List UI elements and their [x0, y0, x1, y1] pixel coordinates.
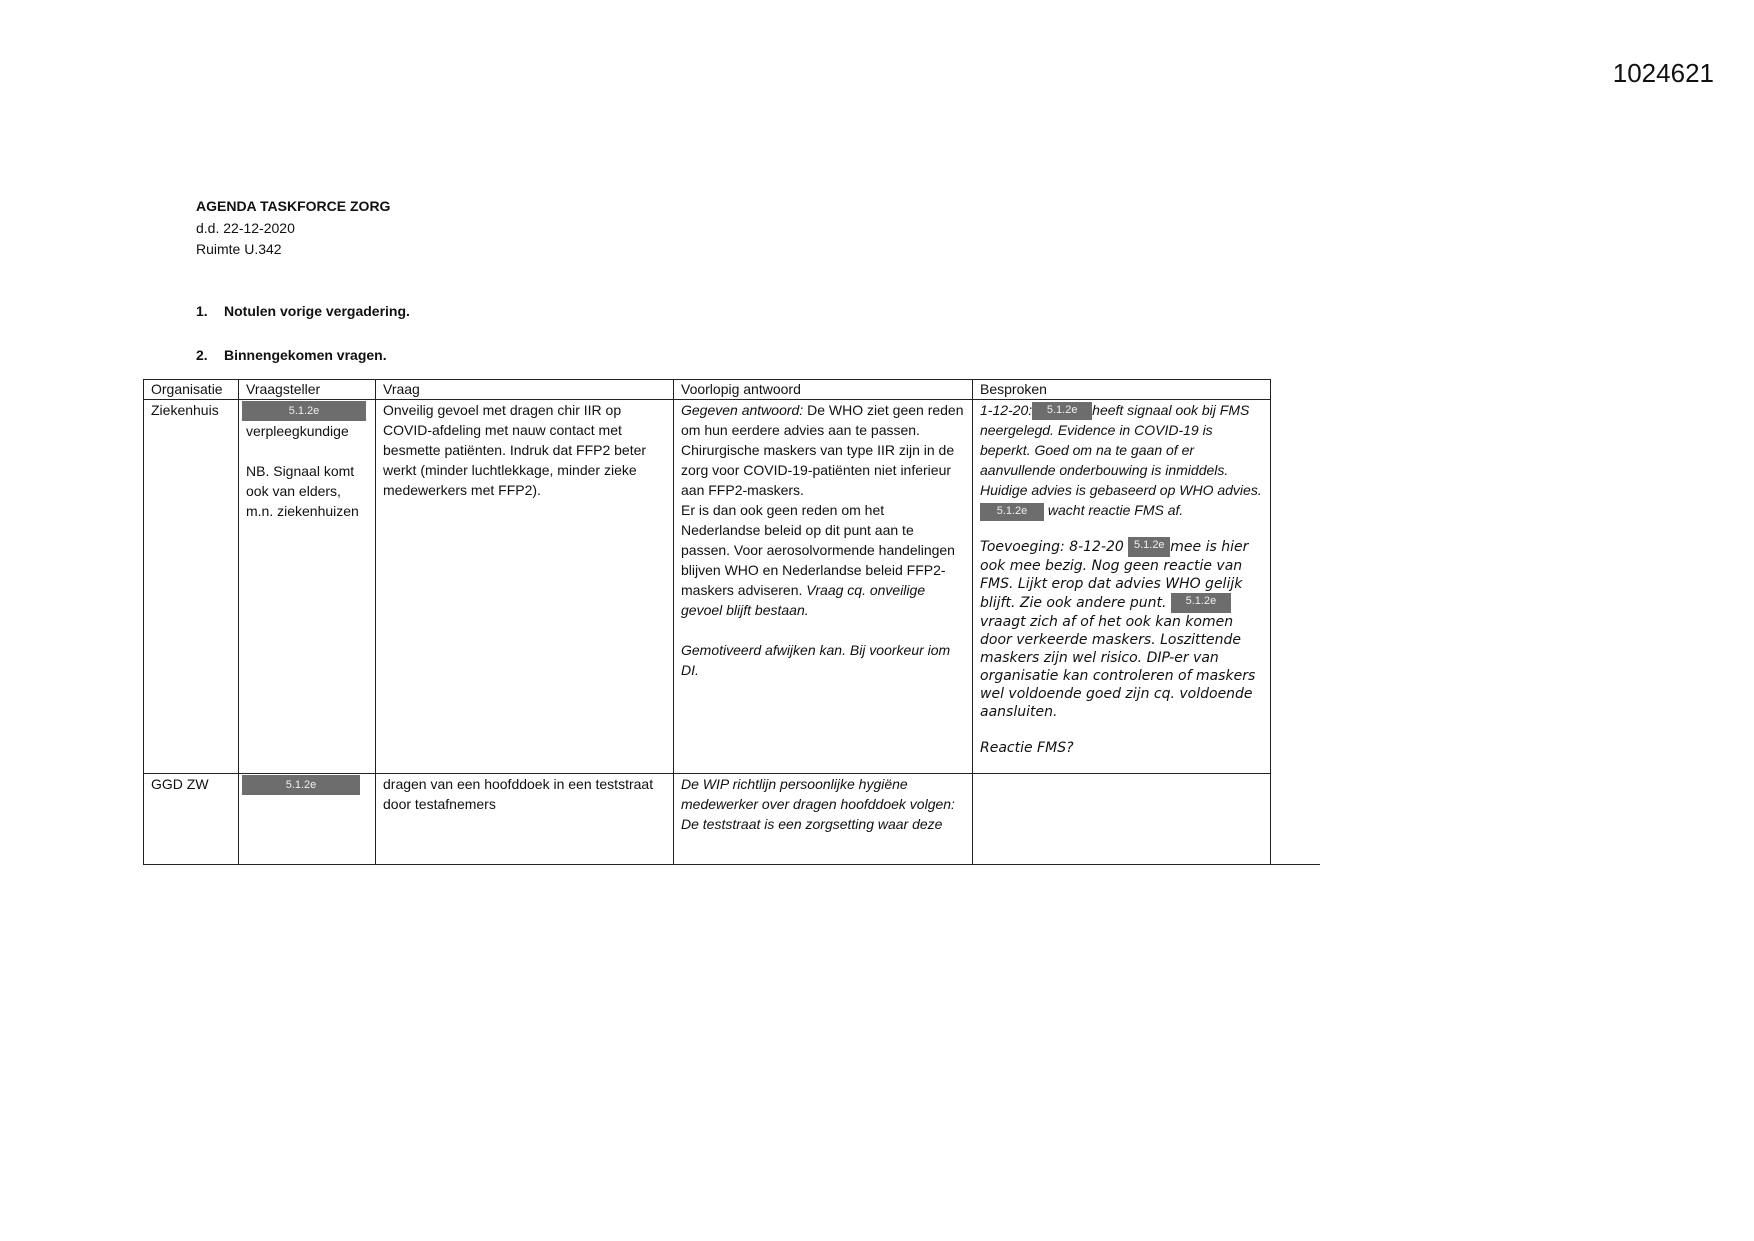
antwoord-text: De WIP richtlijn persoonlijke hygiëne medewerker over dragen hoofddoek volgen:: [681, 776, 955, 812]
agenda-item-2: [196, 347, 387, 363]
antwoord-p2-italic: Vraag cq. onveilige gevoel blijft bestaan.: [681, 582, 926, 618]
table-row: [144, 774, 1271, 865]
agenda-date: d.d. 22-12-2020: [196, 219, 295, 236]
besproken-text-1b: wacht reactie FMS af.: [1047, 502, 1184, 519]
header-vraagsteller: Vraagsteller: [239, 380, 376, 400]
besproken-entry-2: [980, 537, 1263, 721]
cell-vraag: [376, 774, 674, 865]
besproken-entry-1: [980, 400, 1263, 521]
besproken-entry-3: Reactie FMS?: [980, 739, 1074, 756]
header-vraag: Vraag: [376, 380, 674, 400]
header-voorlopig-antwoord: Voorlopig antwoord: [674, 380, 973, 400]
vraag-text: Onveilig gevoel met dragen chir IIR op COVID-afdeling met nauw contact met besmette patiënten. Indruk dat FFP2 beter werkt (minder luchtlekkage, minder zieke medewerkers met FFP2).: [383, 402, 647, 498]
besproken-text-1a: heeft signaal ook bij FMS neergelegd. Evidence in COVID-19 is beperkt. Goed om na te gaan of er aanvullende onderbouwing is inmiddels. Huidige advies is gebaseerd op WHO advies.: [980, 402, 1262, 499]
table-header-row: [144, 380, 1271, 400]
besproken-text-2a: mee is hier ook mee bezig. Nog geen reactie van FMS. Lijkt erop dat advies WHO gelijk blijft. Zie ook andere punt.: [980, 538, 1249, 611]
organisatie-text: GGD ZW: [151, 776, 209, 792]
agenda-item-label: Binnengekomen vragen.: [224, 347, 387, 363]
antwoord-p1-text: De WHO ziet geen reden om hun eerdere advies aan te passen. Chirurgische maskers van type IIR zijn in de zorg voor COVID-19-patiënten niet inferieur aan FFP2-maskers.: [681, 402, 964, 498]
agenda-item-label: Notulen vorige vergadering.: [224, 303, 410, 319]
antwoord-label: Gegeven antwoord:: [681, 402, 804, 418]
antwoord-paragraph-3: Gemotiveerd afwijken kan. Bij voorkeur iom DI.: [681, 642, 951, 678]
table-row: [144, 400, 1271, 774]
questions-table: [143, 379, 1271, 865]
besproken-text-2b: vraagt zich af of het ook kan komen door verkeerde maskers. Loszittende maskers zijn wel risico. DIP-er van organisatie kan controleren of maskers wel voldoende goed zijn cq. voldoende aansluiten.: [980, 613, 1256, 720]
redaction-block: 5.1.2e: [1032, 402, 1092, 420]
redaction-block: 5.1.2e: [242, 775, 360, 795]
agenda-item-number: 2.: [196, 347, 208, 363]
cell-besproken: [973, 400, 1271, 774]
vraag-text: dragen van een hoofddoek in een teststraat door testafnemers: [383, 776, 654, 812]
cell-vraag: [376, 400, 674, 774]
document-number: 1024621: [1612, 58, 1714, 88]
redaction-block: 5.1.2e: [980, 503, 1044, 521]
cell-besproken: [973, 774, 1271, 865]
antwoord-p2-text: Er is dan ook geen reden om het Nederlandse beleid op dit punt aan te passen. Voor aerosolvormende handelingen blijven WHO en Nederlandse beleid FFP2-maskers adviseren.: [681, 502, 955, 598]
cell-organisatie: [144, 400, 239, 774]
cell-organisatie: [144, 774, 239, 865]
antwoord-paragraph-2: [681, 500, 965, 620]
agenda-item-number: 1.: [196, 303, 208, 319]
cell-antwoord: [674, 774, 973, 865]
antwoord-paragraph-1: [681, 400, 965, 500]
redaction-block: 5.1.2e: [242, 401, 366, 421]
agenda-item-1: [196, 303, 410, 319]
besproken-date-2: Toevoeging: 8-12-20: [980, 538, 1124, 555]
vraagsteller-note: NB. Signaal komt ook van elders, m.n. ziekenhuizen: [246, 463, 359, 520]
organisatie-text: Ziekenhuis: [151, 402, 219, 418]
agenda-title: AGENDA TASKFORCE ZORG: [196, 198, 391, 214]
table-bottom-rule: [1266, 864, 1320, 865]
header-organisatie: Organisatie: [144, 380, 239, 400]
antwoord-text-cut: De teststraat is een zorgsetting waar deze: [681, 816, 943, 832]
cell-vraagsteller: [239, 400, 376, 774]
header-besproken: Besproken: [973, 380, 1271, 400]
cell-vraagsteller: [239, 774, 376, 865]
redaction-block: 5.1.2e: [1128, 537, 1170, 557]
redaction-block: 5.1.2e: [1171, 593, 1231, 613]
agenda-room: Ruimte U.342: [196, 241, 282, 257]
cell-antwoord: [674, 400, 973, 774]
besproken-date-1: 1-12-20:: [980, 402, 1033, 418]
vraagsteller-role: verpleegkundige: [246, 423, 349, 440]
agenda-header: [196, 196, 390, 261]
